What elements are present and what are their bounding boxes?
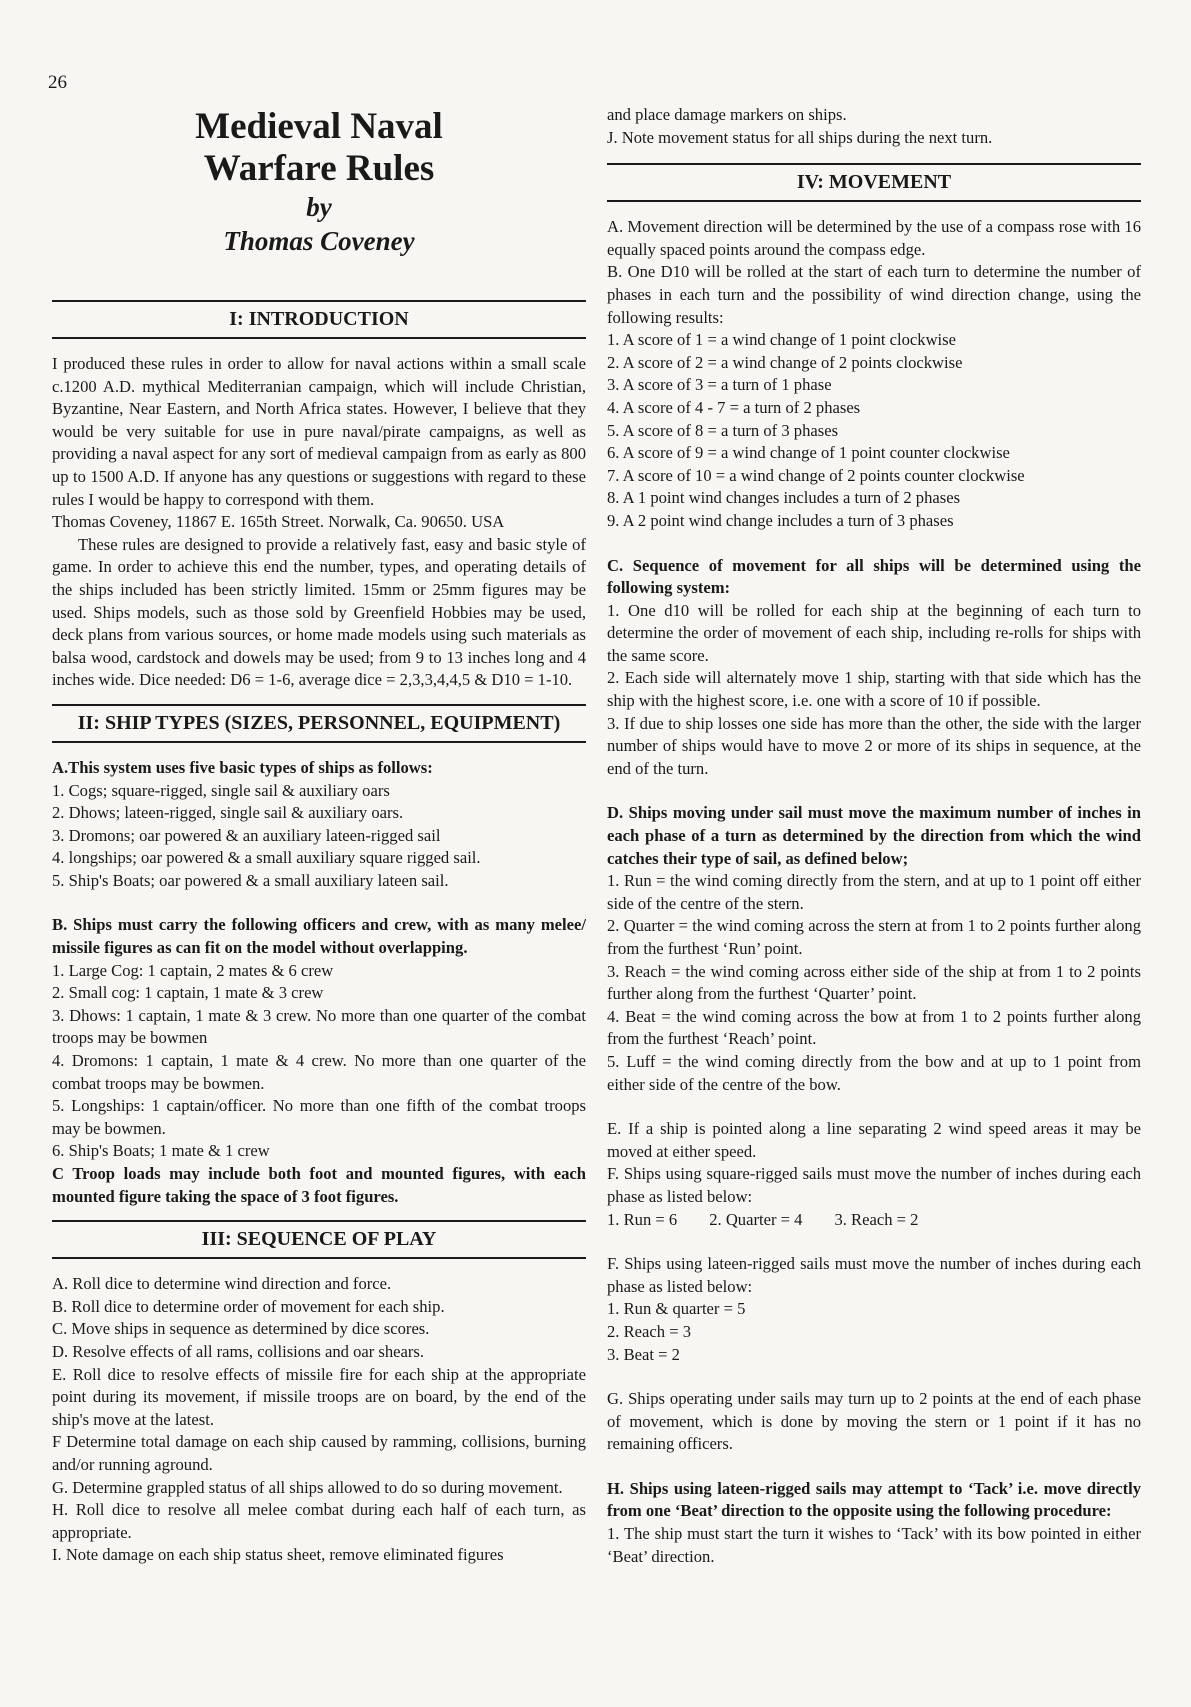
- speed-value: 1. Run = 6: [607, 1209, 678, 1229]
- movement-g: G. Ships operating under sails may turn up to 2 points at the end of each phase of movement, which is done by moving the stern or 1 point if it has no remaining officers.: [607, 1389, 1141, 1454]
- list-item: 6. A score of 9 = a wind change of 1 point counter clockwise: [607, 443, 1010, 463]
- intro-paragraph: I produced these rules in order to allow for naval actions within a small scale c.1200 A.D. mythical Mediterranian campaign, which will include Christian, Byzantine, Near Eastern, and North Africa states. However, I believe that they would be very suitable for use in pure naval/pirate campaigns, as well as providing a naval aspect for any sort of medieval campaign from as early as 800 up to 1500 A.D. If anyone has any questions or suggestions with regard to these rules I would be happy to correspond with them.: [52, 354, 586, 509]
- list-item: 4. A score of 4 - 7 = a turn of 2 phases: [607, 397, 861, 417]
- list-item: G. Determine grappled status of all ships allowed to do so during movement.: [52, 1477, 563, 1497]
- list-item: 2. Dhows; lateen-rigged, single sail & auxiliary oars.: [52, 803, 404, 823]
- movement-d-title: D. Ships moving under sail must move the maximum number of inches in each phase of a turn as determined by the direction from which the wind catches their type of sail, as defined below;: [607, 803, 1141, 868]
- speed-value: 3. Reach = 2: [834, 1209, 919, 1229]
- ship-types-a-title: A.This system uses five basic types of ships as follows:: [52, 757, 433, 777]
- movement-f-lateen: F. Ships using lateen-rigged sails must move the number of inches during each phase as listed below:: [607, 1254, 1141, 1296]
- list-item: 7. A score of 10 = a wind change of 2 points counter clockwise: [607, 465, 1025, 485]
- ship-types-c-text: C Troop loads may include both foot and mounted figures, with each mounted figure taking the space of 3 foot figures.: [52, 1164, 586, 1206]
- list-item: I. Note damage on each ship status sheet, remove eliminated figures: [52, 1545, 504, 1565]
- list-item: 2. Small cog: 1 captain, 1 mate & 3 crew: [52, 983, 324, 1003]
- article-title-line-2: Warfare Rules: [203, 148, 435, 189]
- right-column: [607, 104, 1141, 1568]
- sequence-continuation: and place damage markers on ships.: [607, 105, 847, 124]
- list-item: 2. Each side will alternately move 1 ship, starting with that side which has the ship with the highest score, i.e. one with a score of 10 if possible.: [607, 668, 1141, 711]
- list-item: 4. Dromons: 1 captain, 1 mate & 4 crew. No more than one quarter of the combat troops may be bowmen.: [52, 1051, 586, 1093]
- speed-value: 1. Run & quarter = 5: [607, 1299, 746, 1319]
- list-item: 5. Longships: 1 captain/officer. No more than one fifth of the combat troops may be bowmen.: [52, 1096, 586, 1138]
- author-address: Thomas Coveney, 11867 E. 165th Street. Norwalk, Ca. 90650. USA: [52, 512, 505, 532]
- movement-h-title: H. Ships using lateen-rigged sails may attempt to ‘Tack’ i.e. move directly from one ‘Beat’ direction to the opposite using the following procedure:: [607, 1478, 1141, 1521]
- speed-value: 2. Reach = 3: [607, 1321, 692, 1341]
- list-item: 5. Ship's Boats; oar powered & a small auxiliary lateen sail.: [52, 870, 449, 890]
- ship-types-b-title: B. Ships must carry the following officers and crew, with as many melee/ missile figures as can fit on the model without overlapping.: [52, 915, 586, 958]
- list-item: 8. A 1 point wind changes includes a turn of 2 phases: [607, 488, 961, 508]
- list-item: 1. Run = the wind coming directly from the stern, and at up to 1 point off either side of the centre of the stern.: [607, 871, 1141, 913]
- list-item: 5. A score of 8 = a turn of 3 phases: [607, 420, 839, 440]
- list-item: E. Roll dice to resolve effects of missile fire for each ship at the appropriate point during its movement, if missile troops are on board, by the end of the ship's move at the latest.: [52, 1364, 586, 1429]
- section-heading-sequence-of-play: III: SEQUENCE OF PLAY: [52, 1220, 586, 1259]
- intro-paragraph-2: These rules are designed to provide a relatively fast, easy and basic style of game. In order to achieve this end the number, types, and operating details of the ships included has been strictly limited. 15mm or 25mm figures may be used. Ships models, such as those sold by Greenfield Hobbies may be used, deck plans from various sources, or home made models using such materials as balsa wood, cardstock and dowels may be used; from 9 to 13 inches long and 4 inches wide. Dice needed: D6 = 1-6, average dice = 2,3,3,4,4,5 & D10 = 1-10.: [52, 534, 586, 690]
- title-block: [52, 106, 586, 258]
- list-item: A. Roll dice to determine wind direction and force.: [52, 1274, 392, 1294]
- author-name: Thomas Coveney: [223, 226, 415, 256]
- list-item: J. Note movement status for all ships during the next turn.: [607, 127, 993, 147]
- list-item: 1. Cogs; square-rigged, single sail & auxiliary oars: [52, 780, 390, 800]
- left-column: [52, 100, 586, 1567]
- speed-value: 3. Beat = 2: [607, 1344, 680, 1364]
- list-item: 4. longships; oar powered & a small auxiliary square rigged sail.: [52, 848, 481, 868]
- list-item: 1. Large Cog: 1 captain, 2 mates & 6 crew: [52, 960, 334, 980]
- list-item: 3. A score of 3 = a turn of 1 phase: [607, 375, 832, 395]
- list-item: F Determine total damage on each ship caused by ramming, collisions, burning and/or running aground.: [52, 1432, 586, 1474]
- list-item: 4. Beat = the wind coming across the bow at from 1 to 2 points further along from the furthest ‘Reach’ point.: [607, 1006, 1141, 1049]
- movement-a: A. Movement direction will be determined by the use of a compass rose with 16 equally spaced points around the compass edge.: [607, 217, 1141, 259]
- list-item: 2. A score of 2 = a wind change of 2 points clockwise: [607, 352, 963, 372]
- article-title-line-1: Medieval Naval: [195, 106, 443, 147]
- list-item: 2. Quarter = the wind coming across the stern at from 1 to 2 points further along from the furthest ‘Run’ point.: [607, 916, 1141, 958]
- list-item: 3. Reach = the wind coming across either side of the ship at from 1 to 2 points further along from the furthest ‘Quarter’ point.: [607, 961, 1141, 1004]
- movement-b: B. One D10 will be rolled at the start of each turn to determine the number of phases in each turn and the possibility of wind direction change, using the following results:: [607, 262, 1141, 327]
- list-item: 1. One d10 will be rolled for each ship at the beginning of each turn to determine the order of movement of each ship, including re-rolls for ships with the same score.: [607, 600, 1141, 665]
- section-heading-introduction: I: INTRODUCTION: [52, 300, 586, 339]
- list-item: B. Roll dice to determine order of movement for each ship.: [52, 1296, 445, 1316]
- list-item: 3. Dromons; oar powered & an auxiliary lateen-rigged sail: [52, 825, 441, 845]
- list-item: 5. Luff = the wind coming directly from the bow and at up to 1 point from either side of the centre of the bow.: [607, 1051, 1141, 1094]
- list-item: 1. The ship must start the turn it wishes to ‘Tack’ with its bow pointed in either ‘Beat’ direction.: [607, 1524, 1141, 1566]
- movement-e: E. If a ship is pointed along a line separating 2 wind speed areas it may be moved at either speed.: [607, 1119, 1141, 1161]
- speed-value: 2. Quarter = 4: [709, 1209, 803, 1229]
- list-item: 1. A score of 1 = a wind change of 1 point clockwise: [607, 330, 956, 350]
- byline-by: by: [306, 192, 332, 222]
- movement-f-square: F. Ships using square-rigged sails must move the number of inches during each phase as listed below:: [607, 1164, 1141, 1206]
- square-rig-speeds: [607, 1209, 1141, 1232]
- list-item: 3. Dhows: 1 captain, 1 mate & 3 crew. No more than one quarter of the combat troops may be bowmen: [52, 1005, 586, 1048]
- section-heading-ship-types: II: SHIP TYPES (SIZES, PERSONNEL, EQUIPMENT): [52, 704, 586, 743]
- page-number: 26: [48, 72, 67, 93]
- list-item: C. Move ships in sequence as determined by dice scores.: [52, 1319, 430, 1339]
- list-item: H. Roll dice to resolve all melee combat during each half of each turn, as appropriate.: [52, 1500, 586, 1542]
- list-item: D. Resolve effects of all rams, collisions and oar shears.: [52, 1341, 425, 1361]
- list-item: 9. A 2 point wind change includes a turn of 3 phases: [607, 510, 954, 530]
- list-item: 6. Ship's Boats; 1 mate & 1 crew: [52, 1141, 270, 1161]
- movement-c-title: C. Sequence of movement for all ships will be determined using the following system:: [607, 555, 1141, 598]
- list-item: 3. If due to ship losses one side has more than the other, the side with the larger number of ships would have to move 2 or more of its ships in sequence, at the end of the turn.: [607, 713, 1141, 778]
- section-heading-movement: IV: MOVEMENT: [607, 163, 1141, 202]
